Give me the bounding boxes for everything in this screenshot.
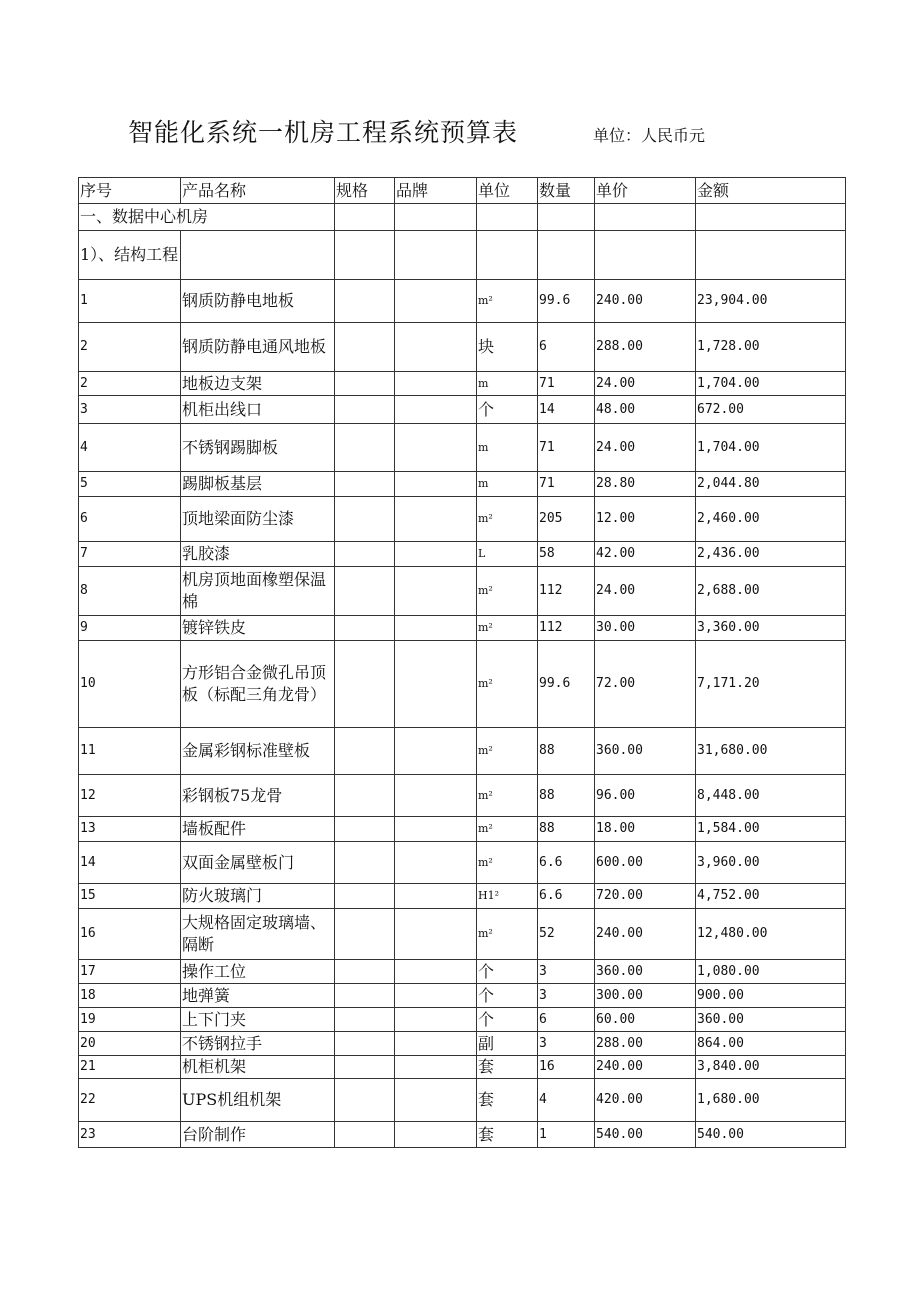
quantity-cell: 6 (538, 1008, 595, 1032)
quantity-cell: 205 (538, 497, 595, 542)
table-row (79, 424, 846, 472)
table-row (79, 909, 846, 960)
header-cell: 金额 (696, 178, 846, 204)
header-cell: 数量 (538, 178, 595, 204)
unit-cell: m (477, 372, 538, 396)
unit-cell: 副 (477, 1032, 538, 1056)
product-name: 机房顶地面橡塑保温棉 (181, 567, 335, 616)
spec-cell (335, 775, 395, 817)
spec-cell (335, 1056, 395, 1079)
unit-cell: m² (477, 280, 538, 323)
row-number: 15 (79, 884, 181, 909)
row-number: 10 (79, 641, 181, 728)
row-number: 3 (79, 396, 181, 424)
unit-price-cell: 720.00 (595, 884, 696, 909)
product-name: 镀锌铁皮 (181, 616, 335, 641)
amount-cell: 3,960.00 (696, 842, 846, 884)
product-name: 方形铝合金微孔吊顶板（标配三角龙骨） (181, 641, 335, 728)
brand-cell (395, 542, 477, 567)
brand-cell (395, 1008, 477, 1032)
spec-cell (335, 396, 395, 424)
brand-cell (395, 1032, 477, 1056)
brand-cell (395, 817, 477, 842)
subsection-row (79, 231, 846, 280)
product-name: 防火玻璃门 (181, 884, 335, 909)
amount-cell: 4,752.00 (696, 884, 846, 909)
brand-cell (395, 641, 477, 728)
spec-cell (335, 842, 395, 884)
spec-cell (335, 424, 395, 472)
quantity-cell: 71 (538, 372, 595, 396)
product-name: 地板边支架 (181, 372, 335, 396)
unit-price-cell: 24.00 (595, 567, 696, 616)
row-number: 1 (79, 280, 181, 323)
product-name: 墙板配件 (181, 817, 335, 842)
spec-cell (335, 960, 395, 984)
brand-cell (395, 372, 477, 396)
row-number: 22 (79, 1079, 181, 1122)
spec-cell (335, 884, 395, 909)
amount-cell: 23,904.00 (696, 280, 846, 323)
unit-cell: m² (477, 497, 538, 542)
spec-cell (335, 817, 395, 842)
brand-cell (395, 323, 477, 372)
unit-cell: 套 (477, 1056, 538, 1079)
amount-cell: 2,436.00 (696, 542, 846, 567)
amount-cell: 672.00 (696, 396, 846, 424)
quantity-cell: 99.6 (538, 641, 595, 728)
unit-cell: H1² (477, 884, 538, 909)
row-number: 8 (79, 567, 181, 616)
unit-cell: m² (477, 567, 538, 616)
quantity-cell: 6.6 (538, 884, 595, 909)
row-number: 23 (79, 1122, 181, 1148)
quantity-cell: 99.6 (538, 280, 595, 323)
table-row (79, 641, 846, 728)
spec-cell (335, 323, 395, 372)
spec-cell (335, 1122, 395, 1148)
amount-cell: 12,480.00 (696, 909, 846, 960)
row-number: 19 (79, 1008, 181, 1032)
unit-price-cell: 60.00 (595, 1008, 696, 1032)
unit-price-cell: 28.80 (595, 472, 696, 497)
unit-cell: m² (477, 775, 538, 817)
row-number: 12 (79, 775, 181, 817)
unit-price-cell: 240.00 (595, 1056, 696, 1079)
brand-cell (395, 1079, 477, 1122)
quantity-cell: 16 (538, 1056, 595, 1079)
table-row (79, 1056, 846, 1079)
quantity-cell: 4 (538, 1079, 595, 1122)
unit-price-cell: 72.00 (595, 641, 696, 728)
section-row (79, 204, 846, 231)
table-row (79, 1122, 846, 1148)
header-cell: 单位 (477, 178, 538, 204)
brand-cell (395, 1056, 477, 1079)
row-number: 5 (79, 472, 181, 497)
brand-cell (395, 842, 477, 884)
spec-cell (335, 497, 395, 542)
product-name: 金属彩钢标准壁板 (181, 728, 335, 775)
amount-cell: 2,044.80 (696, 472, 846, 497)
row-number: 7 (79, 542, 181, 567)
unit-price-cell: 288.00 (595, 1032, 696, 1056)
quantity-cell: 6.6 (538, 842, 595, 884)
spec-cell (335, 372, 395, 396)
table-row (79, 396, 846, 424)
quantity-cell: 1 (538, 1122, 595, 1148)
row-number: 13 (79, 817, 181, 842)
product-name: 地弹簧 (181, 984, 335, 1008)
row-number: 6 (79, 497, 181, 542)
product-name: 机柜出线口 (181, 396, 335, 424)
brand-cell (395, 396, 477, 424)
table-row (79, 1079, 846, 1122)
amount-cell: 7,171.20 (696, 641, 846, 728)
unit-cell: m² (477, 641, 538, 728)
product-name: 钢质防静电通风地板 (181, 323, 335, 372)
quantity-cell: 88 (538, 817, 595, 842)
spec-cell (335, 984, 395, 1008)
unit-cell: m² (477, 728, 538, 775)
table-row (79, 472, 846, 497)
row-number: 2 (79, 323, 181, 372)
unit-cell: m² (477, 842, 538, 884)
quantity-cell: 112 (538, 616, 595, 641)
row-number: 20 (79, 1032, 181, 1056)
product-name: UPS机组机架 (181, 1079, 335, 1122)
header-cell: 品牌 (395, 178, 477, 204)
amount-cell: 1,728.00 (696, 323, 846, 372)
table-row (79, 567, 846, 616)
amount-cell: 1,704.00 (696, 372, 846, 396)
amount-cell: 8,448.00 (696, 775, 846, 817)
row-number: 14 (79, 842, 181, 884)
brand-cell (395, 472, 477, 497)
unit-cell: m (477, 424, 538, 472)
spec-cell (335, 542, 395, 567)
unit-cell: 个 (477, 984, 538, 1008)
header-cell: 序号 (79, 178, 181, 204)
brand-cell (395, 280, 477, 323)
product-name: 彩钢板75龙骨 (181, 775, 335, 817)
table-row (79, 323, 846, 372)
unit-price-cell: 300.00 (595, 984, 696, 1008)
unit-cell: 个 (477, 396, 538, 424)
brand-cell (395, 567, 477, 616)
table-row (79, 728, 846, 775)
quantity-cell: 6 (538, 323, 595, 372)
quantity-cell: 3 (538, 960, 595, 984)
brand-cell (395, 775, 477, 817)
spec-cell (335, 1032, 395, 1056)
amount-cell: 2,688.00 (696, 567, 846, 616)
unit-cell: m² (477, 909, 538, 960)
unit-price-cell: 360.00 (595, 960, 696, 984)
spec-cell (335, 728, 395, 775)
product-name: 踢脚板基层 (181, 472, 335, 497)
header-cell: 规格 (335, 178, 395, 204)
unit-cell: 个 (477, 960, 538, 984)
unit-cell: m² (477, 817, 538, 842)
quantity-cell: 71 (538, 424, 595, 472)
header-cell: 产品名称 (181, 178, 335, 204)
spec-cell (335, 1079, 395, 1122)
unit-cell: L (477, 542, 538, 567)
quantity-cell: 58 (538, 542, 595, 567)
quantity-cell: 88 (538, 775, 595, 817)
amount-cell: 1,680.00 (696, 1079, 846, 1122)
unit-price-cell: 540.00 (595, 1122, 696, 1148)
unit-price-cell: 288.00 (595, 323, 696, 372)
brand-cell (395, 616, 477, 641)
unit-cell: m² (477, 616, 538, 641)
table-row (79, 984, 846, 1008)
table-header-row (79, 178, 846, 204)
brand-cell (395, 1122, 477, 1148)
unit-price-cell: 600.00 (595, 842, 696, 884)
amount-cell: 2,460.00 (696, 497, 846, 542)
table-row (79, 842, 846, 884)
product-name: 台阶制作 (181, 1122, 335, 1148)
table-row (79, 542, 846, 567)
product-name: 不锈钢拉手 (181, 1032, 335, 1056)
budget-table (78, 177, 846, 1148)
quantity-cell: 71 (538, 472, 595, 497)
unit-price-cell: 420.00 (595, 1079, 696, 1122)
table-row (79, 1008, 846, 1032)
currency-unit-label: 单位：人民币元 (593, 126, 706, 145)
quantity-cell: 3 (538, 984, 595, 1008)
table-row (79, 884, 846, 909)
unit-cell: 套 (477, 1122, 538, 1148)
row-number: 21 (79, 1056, 181, 1079)
section-title: 一、数据中心机房 (79, 204, 335, 231)
unit-price-cell: 30.00 (595, 616, 696, 641)
brand-cell (395, 884, 477, 909)
page-title: 智能化系统一机房工程系统预算表 (128, 118, 519, 147)
spec-cell (335, 280, 395, 323)
quantity-cell: 112 (538, 567, 595, 616)
row-number: 2 (79, 372, 181, 396)
unit-price-cell: 18.00 (595, 817, 696, 842)
product-name: 顶地梁面防尘漆 (181, 497, 335, 542)
row-number: 18 (79, 984, 181, 1008)
amount-cell: 3,840.00 (696, 1056, 846, 1079)
product-name: 上下门夹 (181, 1008, 335, 1032)
amount-cell: 3,360.00 (696, 616, 846, 641)
unit-price-cell: 24.00 (595, 372, 696, 396)
table-row (79, 372, 846, 396)
unit-price-cell: 42.00 (595, 542, 696, 567)
table-row (79, 960, 846, 984)
product-name: 大规格固定玻璃墙、隔断 (181, 909, 335, 960)
table-row (79, 280, 846, 323)
quantity-cell: 52 (538, 909, 595, 960)
table-row (79, 775, 846, 817)
brand-cell (395, 424, 477, 472)
row-number: 11 (79, 728, 181, 775)
unit-price-cell: 48.00 (595, 396, 696, 424)
amount-cell: 540.00 (696, 1122, 846, 1148)
unit-price-cell: 24.00 (595, 424, 696, 472)
amount-cell: 864.00 (696, 1032, 846, 1056)
table-row (79, 817, 846, 842)
header-cell: 单价 (595, 178, 696, 204)
product-name: 乳胶漆 (181, 542, 335, 567)
unit-cell: 块 (477, 323, 538, 372)
brand-cell (395, 909, 477, 960)
row-number: 16 (79, 909, 181, 960)
spec-cell (335, 567, 395, 616)
product-name: 钢质防静电地板 (181, 280, 335, 323)
row-number: 4 (79, 424, 181, 472)
unit-cell: 套 (477, 1079, 538, 1122)
unit-cell: m (477, 472, 538, 497)
table-row (79, 616, 846, 641)
spec-cell (335, 1008, 395, 1032)
subsection-title: 1）、结构工程 (79, 231, 181, 280)
quantity-cell: 3 (538, 1032, 595, 1056)
amount-cell: 1,704.00 (696, 424, 846, 472)
amount-cell: 1,080.00 (696, 960, 846, 984)
table-row (79, 1032, 846, 1056)
unit-price-cell: 240.00 (595, 280, 696, 323)
product-name: 双面金属壁板门 (181, 842, 335, 884)
brand-cell (395, 960, 477, 984)
spec-cell (335, 641, 395, 728)
row-number: 9 (79, 616, 181, 641)
row-number: 17 (79, 960, 181, 984)
product-name: 不锈钢踢脚板 (181, 424, 335, 472)
brand-cell (395, 728, 477, 775)
spec-cell (335, 472, 395, 497)
unit-price-cell: 12.00 (595, 497, 696, 542)
brand-cell (395, 984, 477, 1008)
table-row (79, 497, 846, 542)
unit-price-cell: 96.00 (595, 775, 696, 817)
amount-cell: 31,680.00 (696, 728, 846, 775)
quantity-cell: 88 (538, 728, 595, 775)
amount-cell: 900.00 (696, 984, 846, 1008)
product-name: 机柜机架 (181, 1056, 335, 1079)
brand-cell (395, 497, 477, 542)
amount-cell: 1,584.00 (696, 817, 846, 842)
unit-cell: 个 (477, 1008, 538, 1032)
unit-price-cell: 240.00 (595, 909, 696, 960)
spec-cell (335, 909, 395, 960)
amount-cell: 360.00 (696, 1008, 846, 1032)
spec-cell (335, 616, 395, 641)
unit-price-cell: 360.00 (595, 728, 696, 775)
product-name: 操作工位 (181, 960, 335, 984)
quantity-cell: 14 (538, 396, 595, 424)
